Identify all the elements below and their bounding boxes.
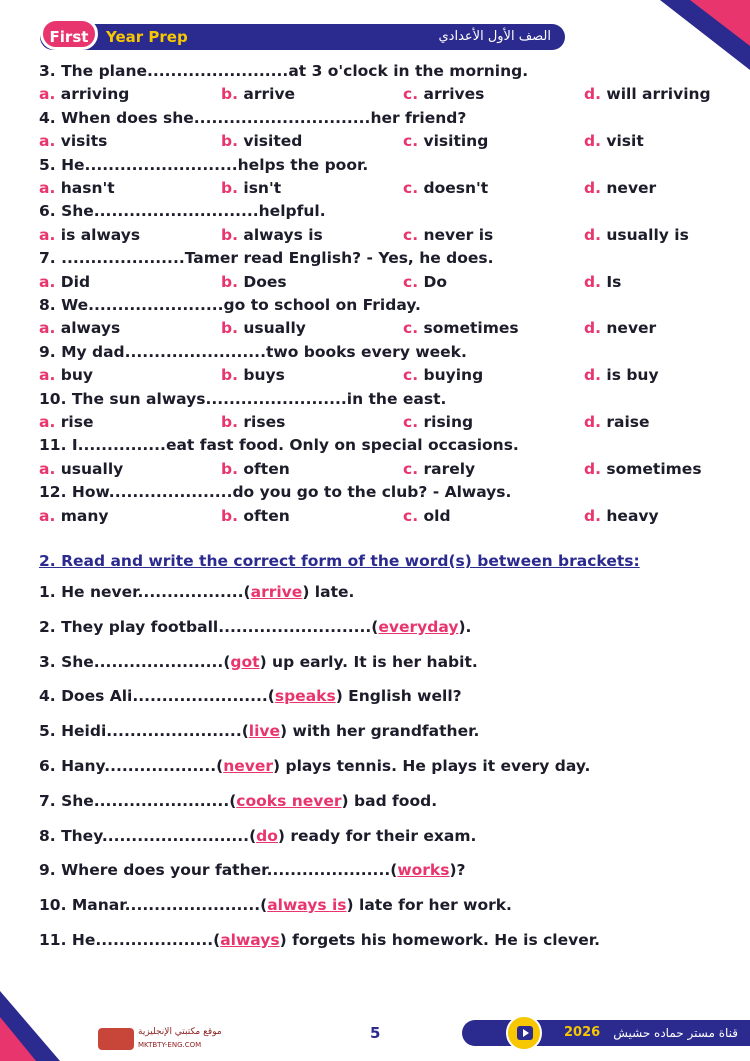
option-letter: d.	[584, 225, 601, 244]
option-text: rises	[243, 413, 286, 431]
fill-item-suffix: ) late for her work.	[346, 896, 512, 915]
option-b	[221, 226, 323, 244]
option-letter: a.	[39, 506, 56, 525]
option-d	[584, 507, 659, 525]
option-letter: b.	[221, 225, 238, 244]
bracket-word-text: cooks never	[236, 791, 342, 810]
question-stem: 6. She............................helpful.	[39, 202, 326, 221]
option-d	[584, 273, 621, 291]
option-text: never	[606, 179, 657, 197]
option-letter: d.	[584, 413, 601, 431]
option-c	[403, 319, 519, 337]
option-text: always	[60, 319, 121, 338]
fill-item-suffix: ).	[458, 617, 472, 636]
page-header	[40, 24, 565, 50]
option-letter: d.	[584, 85, 601, 104]
option-c	[403, 507, 451, 525]
bracket-word-text: live	[248, 722, 281, 741]
option-text: rarely	[423, 459, 476, 478]
option-letter: c.	[403, 272, 419, 291]
fill-item-prefix: 2. They play football..........................(	[39, 617, 379, 636]
option-letter: a.	[39, 132, 56, 151]
header-badge: First	[40, 18, 98, 50]
option-letter: c.	[403, 225, 419, 244]
fill-item	[39, 618, 471, 636]
bracket-word	[256, 827, 278, 845]
option-letter: b.	[221, 459, 238, 478]
option-letter: d.	[584, 506, 601, 525]
footer-bar	[462, 1020, 750, 1046]
option-letter: d.	[584, 319, 601, 338]
option-a	[39, 319, 120, 337]
option-a	[39, 132, 107, 150]
footer-year: 2026	[564, 1025, 601, 1040]
fill-item-prefix: 4. Does Ali.......................(	[39, 687, 275, 706]
fill-item	[39, 583, 354, 601]
option-letter: b.	[221, 506, 238, 525]
bracket-word	[236, 792, 341, 810]
fill-item-suffix: ) English well?	[335, 687, 462, 706]
option-letter: c.	[403, 319, 419, 338]
option-b	[221, 85, 295, 103]
fill-item-prefix: 5. Heidi.......................(	[39, 722, 249, 741]
question-stem: 11. I...............eat fast food. Only on special occasions.	[39, 436, 519, 455]
youtube-play-icon[interactable]	[506, 1015, 542, 1051]
corner-decoration-accent	[690, 0, 750, 46]
fill-item-prefix: 10. Manar.......................(	[39, 896, 268, 915]
fill-item	[39, 792, 437, 810]
header-subtitle: Year Prep	[106, 28, 188, 46]
option-c	[403, 226, 493, 244]
bracket-word	[249, 722, 280, 740]
option-letter: b.	[221, 319, 238, 338]
option-letter: c.	[403, 366, 419, 385]
option-text: buys	[243, 366, 285, 385]
option-letter: c.	[403, 132, 419, 151]
footer-channel: قناة مستر حماده حشيش	[613, 1026, 738, 1040]
option-letter: b.	[221, 85, 238, 104]
option-b	[221, 460, 290, 478]
question-stem: 3. The plane........................at 3 o'clock in the morning.	[39, 62, 529, 80]
fill-item-prefix: 6. Hany...................(	[39, 757, 224, 775]
option-text: heavy	[606, 506, 659, 525]
bracket-word-text: never	[223, 757, 273, 775]
option-b	[221, 413, 285, 431]
option-letter: c.	[403, 506, 419, 525]
option-letter: a.	[39, 459, 56, 478]
fill-item-prefix: 1. He never..................(	[39, 583, 251, 601]
fill-item-prefix: 7. She.......................(	[39, 791, 237, 810]
fill-item	[39, 827, 476, 845]
option-text: isn't	[243, 179, 282, 197]
fill-item-suffix: ) plays tennis. He plays it every day.	[273, 757, 591, 775]
option-text: Did	[60, 272, 91, 291]
option-a	[39, 85, 129, 103]
bracket-word-text: speaks	[274, 687, 336, 706]
option-letter: b.	[221, 132, 238, 151]
fill-item-suffix: ) late.	[302, 583, 355, 601]
question-stem: 12. How.....................do you go to the club? - Always.	[39, 483, 512, 502]
bracket-word-text: always is	[267, 896, 347, 915]
option-b	[221, 132, 302, 150]
option-d	[584, 85, 711, 103]
page-number: 5	[370, 1024, 381, 1042]
option-text: is always	[60, 225, 141, 244]
option-text: visit	[606, 132, 644, 151]
option-a	[39, 460, 123, 478]
option-text: will arriving	[606, 85, 711, 104]
question-stem: 7. .....................Tamer read English? - Yes, he does.	[39, 249, 494, 268]
fill-item	[39, 687, 462, 705]
fill-item-suffix: ) forgets his homework. He is clever.	[279, 931, 601, 949]
option-letter: a.	[39, 225, 56, 244]
bracket-word	[378, 618, 458, 636]
fill-item-suffix: )?	[449, 861, 466, 880]
bracket-word	[267, 896, 346, 914]
option-text: raise	[606, 413, 650, 431]
option-b	[221, 366, 285, 384]
question-stem: 4. When does she..............................her friend?	[39, 108, 467, 127]
option-text: Does	[243, 272, 287, 291]
option-letter: c.	[403, 459, 419, 478]
option-letter: a.	[39, 413, 56, 431]
option-letter: d.	[584, 179, 601, 197]
option-a	[39, 273, 90, 291]
option-text: sometimes	[606, 459, 702, 478]
option-text: is buy	[606, 366, 659, 385]
bracket-word	[275, 687, 336, 705]
option-text: arrive	[243, 85, 296, 104]
fill-item-prefix: 11. He....................(	[39, 931, 221, 949]
fill-item-suffix: ) ready for their exam.	[277, 826, 477, 845]
option-text: visited	[243, 132, 303, 151]
option-c	[403, 179, 488, 197]
option-c	[403, 460, 475, 478]
option-text: hasn't	[60, 179, 115, 197]
option-letter: a.	[39, 319, 56, 338]
option-letter: d.	[584, 366, 601, 385]
option-letter: b.	[221, 179, 238, 197]
fill-item	[39, 931, 600, 949]
option-text: rising	[423, 413, 474, 431]
option-letter: a.	[39, 272, 56, 291]
logo-text: موقع مكتبتي الإنجليزية	[138, 1027, 222, 1037]
option-text: arriving	[60, 85, 130, 104]
section-title: 2. Read and write the correct form of the word(s) between brackets:	[39, 552, 640, 570]
option-text: buying	[423, 366, 484, 385]
bracket-word-text: got	[230, 652, 260, 671]
fill-item	[39, 896, 512, 914]
fill-item-suffix: ) up early. It is her habit.	[259, 652, 478, 671]
option-letter: b.	[221, 272, 238, 291]
question-stem: 5. He..........................helps the poor.	[39, 155, 369, 174]
option-text: always is	[243, 225, 323, 244]
option-a	[39, 179, 115, 197]
option-b	[221, 179, 281, 197]
option-c	[403, 366, 483, 384]
option-letter: a.	[39, 85, 56, 104]
bracket-word-text: everyday	[378, 617, 459, 636]
option-text: usually	[60, 459, 124, 478]
question-stem: 9. My dad........................two books every week.	[39, 342, 467, 361]
bracket-word	[251, 583, 303, 601]
site-logo	[98, 1028, 134, 1050]
option-letter: d.	[584, 132, 601, 151]
bracket-word	[230, 653, 259, 671]
option-d	[584, 319, 656, 337]
option-text: doesn't	[423, 179, 489, 197]
option-text: never is	[423, 225, 494, 244]
bracket-word	[397, 861, 449, 879]
option-d	[584, 179, 656, 197]
option-letter: a.	[39, 179, 56, 197]
option-letter: c.	[403, 413, 419, 431]
bracket-word-text: do	[256, 826, 278, 845]
option-letter: b.	[221, 366, 238, 385]
option-a	[39, 366, 93, 384]
bracket-word	[223, 757, 273, 775]
bracket-word-text: arrive	[250, 583, 303, 601]
option-text: Do	[423, 272, 447, 291]
option-text: sometimes	[423, 319, 519, 338]
option-text: rise	[60, 413, 94, 431]
option-text: old	[423, 506, 451, 525]
option-letter: d.	[584, 272, 601, 291]
fill-item-prefix: 8. They.........................(	[39, 826, 257, 845]
option-letter: d.	[584, 459, 601, 478]
header-arabic-title: الصف الأول الأعدادي	[438, 29, 551, 44]
fill-item	[39, 861, 466, 879]
question-stem: 10. The sun always........................in the east.	[39, 389, 447, 408]
option-d	[584, 132, 644, 150]
option-text: Is	[606, 272, 622, 291]
option-text: usually	[243, 319, 306, 338]
option-d	[584, 366, 659, 384]
option-c	[403, 85, 484, 103]
option-a	[39, 507, 109, 525]
option-text: usually is	[606, 225, 689, 244]
option-a	[39, 413, 93, 431]
fill-item	[39, 757, 590, 775]
fill-item-prefix: 9. Where does your father.....................(	[39, 861, 398, 880]
logo-url: MKTBTY-ENG.COM	[138, 1041, 202, 1049]
option-c	[403, 413, 473, 431]
fill-item-suffix: ) bad food.	[341, 791, 438, 810]
option-a	[39, 226, 140, 244]
option-letter: c.	[403, 179, 419, 197]
option-b	[221, 273, 287, 291]
fill-item	[39, 653, 478, 671]
option-text: buy	[60, 366, 93, 385]
fill-item-suffix: ) with her grandfather.	[280, 722, 480, 741]
option-b	[221, 319, 306, 337]
fill-item	[39, 722, 479, 740]
bracket-word	[220, 931, 279, 949]
corner-decoration-bottom-accent	[0, 1017, 36, 1061]
option-letter: c.	[403, 85, 419, 104]
option-d	[584, 460, 702, 478]
option-d	[584, 226, 689, 244]
option-text: many	[60, 506, 109, 525]
bracket-word-text: always	[220, 931, 280, 949]
option-c	[403, 132, 488, 150]
option-b	[221, 507, 290, 525]
option-text: visiting	[423, 132, 489, 151]
option-text: arrives	[423, 85, 485, 104]
option-text: visits	[60, 132, 108, 151]
bracket-word-text: works	[397, 861, 450, 880]
question-stem: 8. We.......................go to school on Friday.	[39, 296, 421, 314]
option-d	[584, 413, 650, 431]
option-text: often	[243, 506, 290, 525]
option-text: often	[243, 459, 290, 478]
option-text: never	[606, 319, 657, 338]
fill-item-prefix: 3. She......................(	[39, 652, 231, 671]
option-letter: b.	[221, 413, 238, 431]
option-letter: a.	[39, 366, 56, 385]
option-c	[403, 273, 447, 291]
